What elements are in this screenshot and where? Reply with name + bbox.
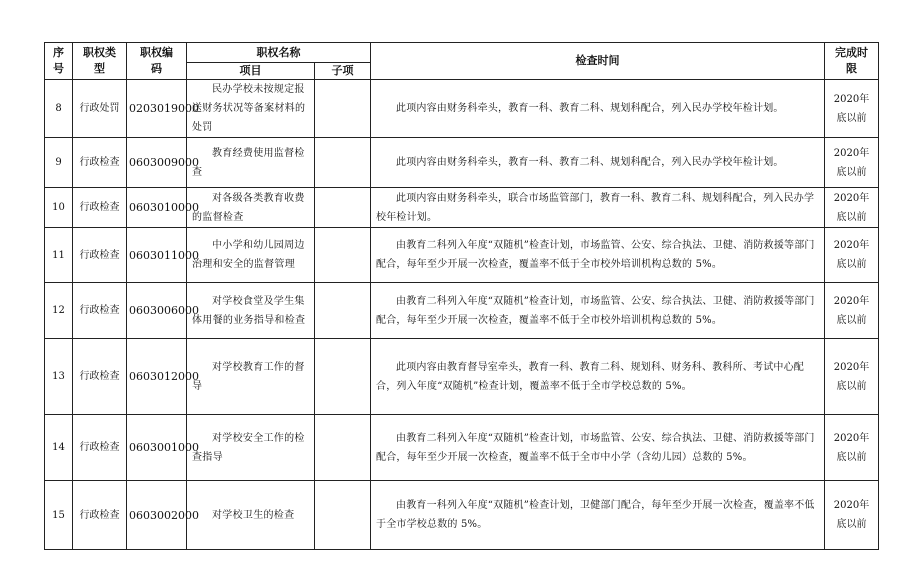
table-row bbox=[45, 481, 879, 550]
inspection-table bbox=[44, 42, 879, 550]
subitem-cell bbox=[315, 339, 371, 415]
type-cell: 行政检查 bbox=[73, 188, 127, 228]
deadline-cell: 2020年底以前 bbox=[825, 339, 879, 415]
subitem-cell bbox=[315, 138, 371, 188]
item-cell: 对各级各类教育收费的监督检查 bbox=[187, 188, 315, 228]
code-cell: 0603010000 bbox=[127, 188, 187, 228]
table-header bbox=[45, 43, 879, 80]
deadline-cell: 2020年底以前 bbox=[825, 138, 879, 188]
header-name: 职权名称 bbox=[187, 43, 371, 63]
code-cell: 0603002000 bbox=[127, 481, 187, 550]
type-cell: 行政检查 bbox=[73, 481, 127, 550]
header-seq: 序号 bbox=[45, 43, 73, 80]
header-item: 项目 bbox=[187, 63, 315, 80]
check-time-cell: 此项内容由财务科牵头，教育一科、教育二科、规划科配合，列入民办学校年检计划。 bbox=[371, 80, 825, 138]
deadline-cell: 2020年底以前 bbox=[825, 188, 879, 228]
deadline-cell: 2020年底以前 bbox=[825, 228, 879, 283]
deadline-cell: 2020年底以前 bbox=[825, 80, 879, 138]
subitem-cell bbox=[315, 228, 371, 283]
check-time-cell: 由教育一科列入年度“双随机”检查计划，卫健部门配合，每年至少开展一次检查，覆盖率不低于全市学校总数的 5%。 bbox=[371, 481, 825, 550]
code-cell: 0603012000 bbox=[127, 339, 187, 415]
code-cell: 0603006000 bbox=[127, 283, 187, 339]
table-row bbox=[45, 339, 879, 415]
header-check-time: 检查时间 bbox=[371, 43, 825, 80]
table-row bbox=[45, 283, 879, 339]
check-time-cell: 由教育二科列入年度“双随机”检查计划，市场监管、公安、综合执法、卫健、消防救援等部门配合，每年至少开展一次检查，覆盖率不低于全市校外培训机构总数的 5%。 bbox=[371, 228, 825, 283]
table-row bbox=[45, 80, 879, 138]
code-cell: 0203019000 bbox=[127, 80, 187, 138]
subitem-cell bbox=[315, 80, 371, 138]
table-row bbox=[45, 138, 879, 188]
type-cell: 行政处罚 bbox=[73, 80, 127, 138]
header-type: 职权类型 bbox=[73, 43, 127, 80]
type-cell: 行政检查 bbox=[73, 138, 127, 188]
header-subitem: 子项 bbox=[315, 63, 371, 80]
item-cell: 中小学和幼儿园周边治理和安全的监督管理 bbox=[187, 228, 315, 283]
check-time-cell: 此项内容由财务科牵头，联合市场监管部门，教育一科、教育二科、规划科配合，列入民办学校年检计划。 bbox=[371, 188, 825, 228]
item-cell: 对学校食堂及学生集体用餐的业务指导和检查 bbox=[187, 283, 315, 339]
table-body bbox=[45, 80, 879, 550]
subitem-cell bbox=[315, 415, 371, 481]
header-code: 职权编码 bbox=[127, 43, 187, 80]
subitem-cell bbox=[315, 188, 371, 228]
check-time-cell: 此项内容由财务科牵头，教育一科、教育二科、规划科配合，列入民办学校年检计划。 bbox=[371, 138, 825, 188]
check-time-cell: 由教育二科列入年度“双随机”检查计划，市场监管、公安、综合执法、卫健、消防救援等部门配合，每年至少开展一次检查，覆盖率不低于全市校外培训机构总数的 5%。 bbox=[371, 283, 825, 339]
type-cell: 行政检查 bbox=[73, 228, 127, 283]
type-cell: 行政检查 bbox=[73, 283, 127, 339]
item-cell: 民办学校未按规定报送财务状况等备案材料的处罚 bbox=[187, 80, 315, 138]
type-cell: 行政检查 bbox=[73, 339, 127, 415]
subitem-cell bbox=[315, 481, 371, 550]
seq-cell: 11 bbox=[45, 228, 73, 283]
item-cell: 教育经费使用监督检查 bbox=[187, 138, 315, 188]
check-time-cell: 此项内容由教育督导室牵头，教育一科、教育二科、规划科、财务科、教科所、考试中心配合，列入年度“双随机”检查计划，覆盖率不低于全市学校总数的 5%。 bbox=[371, 339, 825, 415]
seq-cell: 9 bbox=[45, 138, 73, 188]
deadline-cell: 2020年底以前 bbox=[825, 283, 879, 339]
deadline-cell: 2020年底以前 bbox=[825, 415, 879, 481]
seq-cell: 8 bbox=[45, 80, 73, 138]
seq-cell: 13 bbox=[45, 339, 73, 415]
seq-cell: 12 bbox=[45, 283, 73, 339]
code-cell: 0603001000 bbox=[127, 415, 187, 481]
seq-cell: 15 bbox=[45, 481, 73, 550]
seq-cell: 14 bbox=[45, 415, 73, 481]
check-time-cell: 由教育二科列入年度“双随机”检查计划，市场监管、公安、综合执法、卫健、消防救援等部门配合，每年至少开展一次检查，覆盖率不低于全市中小学（含幼儿园）总数的 5%。 bbox=[371, 415, 825, 481]
item-cell: 对学校教育工作的督导 bbox=[187, 339, 315, 415]
table-row bbox=[45, 228, 879, 283]
item-cell: 对学校卫生的检查 bbox=[187, 481, 315, 550]
subitem-cell bbox=[315, 283, 371, 339]
seq-cell: 10 bbox=[45, 188, 73, 228]
header-deadline: 完成时限 bbox=[825, 43, 879, 80]
table-row bbox=[45, 188, 879, 228]
code-cell: 0603009000 bbox=[127, 138, 187, 188]
table-row bbox=[45, 415, 879, 481]
code-cell: 0603011000 bbox=[127, 228, 187, 283]
item-cell: 对学校安全工作的检查指导 bbox=[187, 415, 315, 481]
deadline-cell: 2020年底以前 bbox=[825, 481, 879, 550]
type-cell: 行政检查 bbox=[73, 415, 127, 481]
